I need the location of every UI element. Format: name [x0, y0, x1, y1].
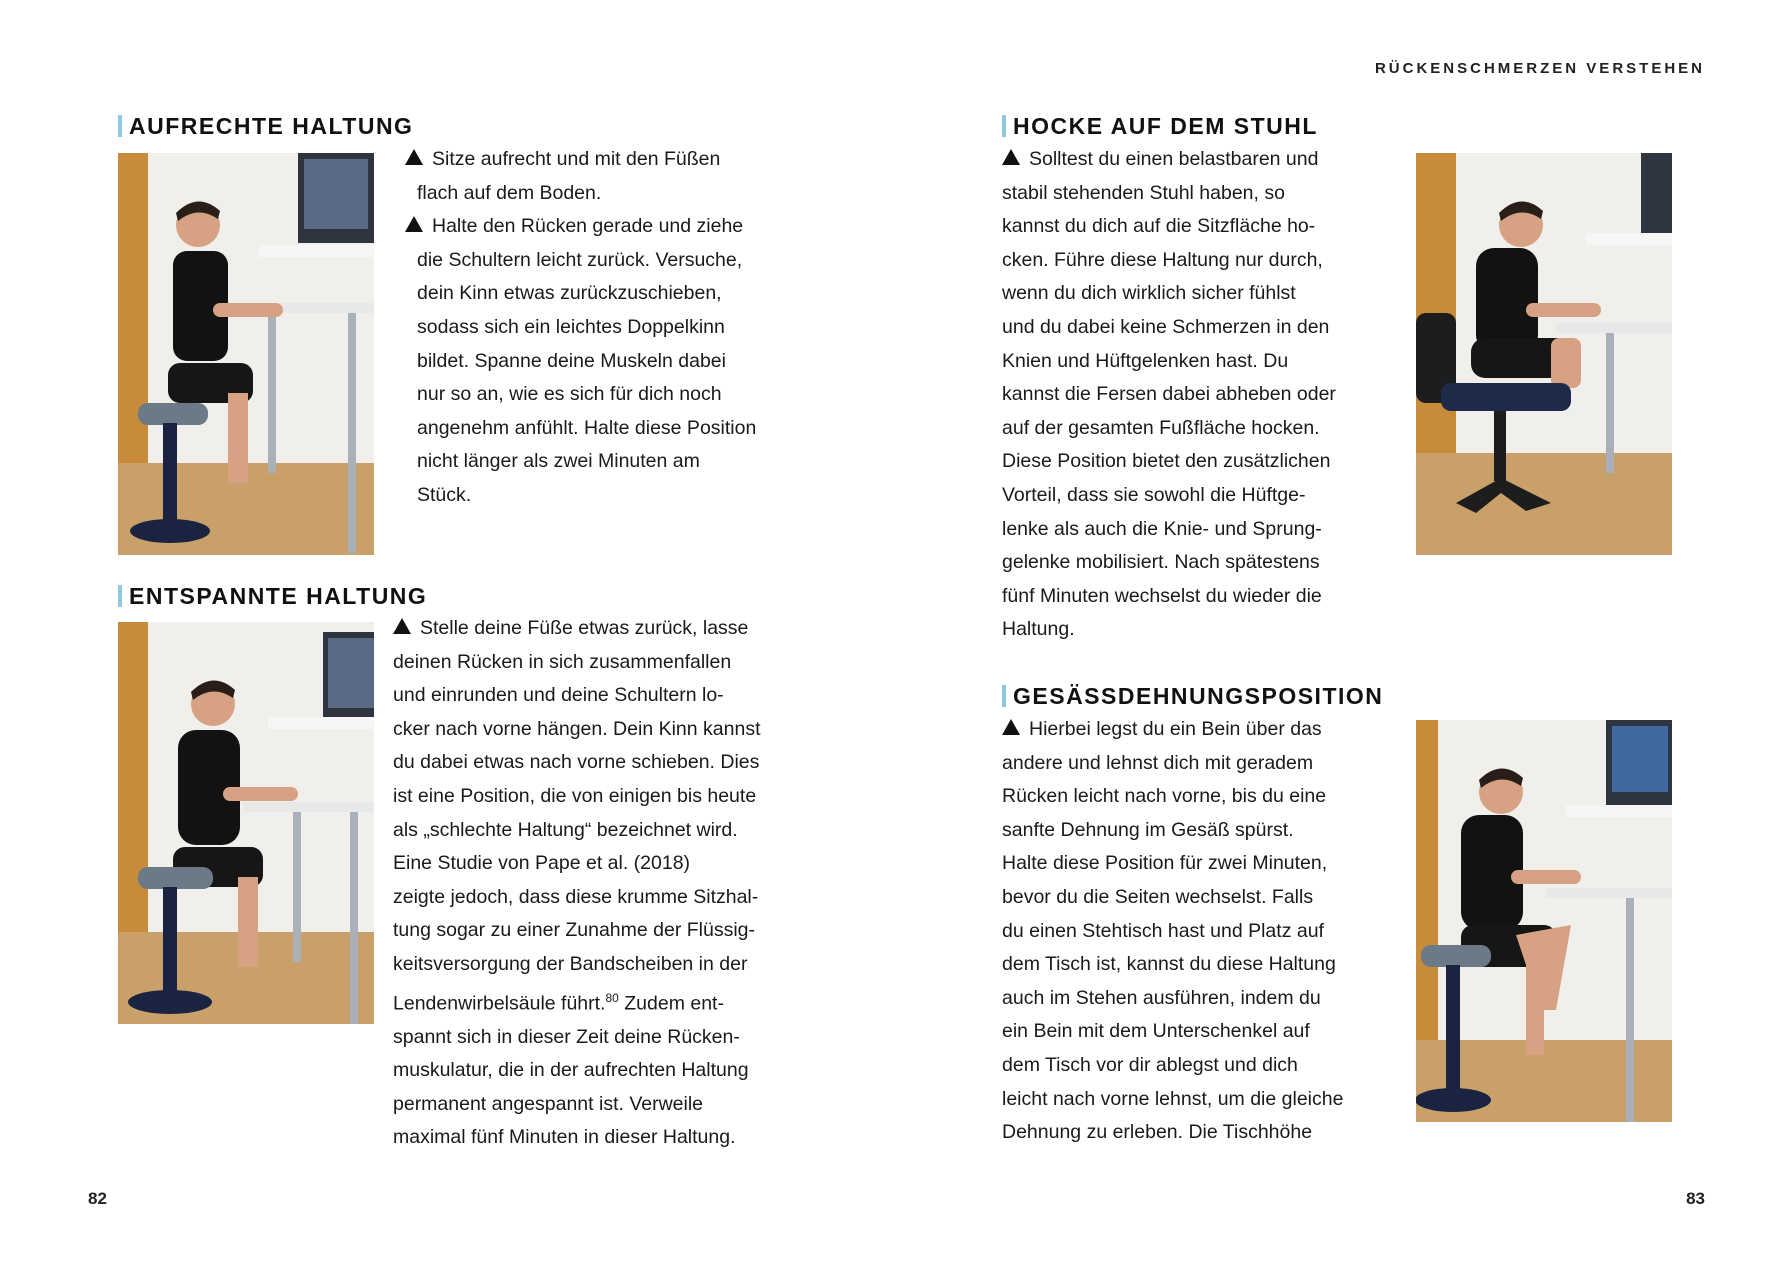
running-head: RÜCKENSCHMERZEN VERSTEHEN [1374, 60, 1705, 77]
section-heading-hocke [1002, 113, 1318, 140]
text-block-entspannt [393, 612, 760, 1155]
text-line: keitsversorgung der Bandscheiben in der [393, 952, 748, 975]
text-line: wenn du dich wirklich sicher fühlst [1002, 282, 1296, 305]
text-line: stabil stehenden Stuhl haben, so [1002, 181, 1285, 204]
heading-text: ENTSPANNTE HALTUNG [129, 583, 428, 609]
text-line: nur so an, wie es sich für dich noch [417, 383, 722, 406]
text-line: dein Kinn etwas zurückzuschieben, [417, 282, 722, 305]
text-line: fünf Minuten wechselst du wieder die [1002, 584, 1322, 607]
text-line: lenke als auch die Knie- und Sprung- [1002, 517, 1322, 540]
text-line: Haltung. [1002, 618, 1075, 641]
text-line: maximal fünf Minuten in dieser Haltung. [393, 1126, 736, 1149]
page-number-left: 82 [88, 1189, 107, 1208]
text-line: dem Tisch vor dir ablegst und dich [1002, 1053, 1298, 1076]
text-line: bevor du die Seiten wechselst. Falls [1002, 885, 1314, 908]
heading-accent-bar [1002, 685, 1006, 707]
text-line: Dehnung zu erleben. Die Tischhöhe [1002, 1121, 1313, 1144]
heading-text: HOCKE AUF DEM STUHL [1013, 113, 1318, 139]
text-line: permanent angespannt ist. Verweile [393, 1092, 704, 1115]
text-line: nicht länger als zwei Minuten am [417, 450, 700, 473]
text-line: Halte den Rücken gerade und ziehe [432, 215, 744, 238]
text-line: Diese Position bietet den zusätzlichen [1002, 450, 1331, 473]
text-line: Zudem ent- [618, 992, 724, 1015]
triangle-bullet-icon [1002, 149, 1020, 165]
text-line: cken. Führe diese Haltung nur durch, [1002, 248, 1323, 271]
text-line: ein Bein mit dem Unterschenkel auf [1002, 1020, 1310, 1043]
bullet-line [393, 612, 760, 646]
text-line: gelenke mobilisiert. Nach spätestens [1002, 551, 1320, 574]
text-line: die Schultern leicht zurück. Versuche, [417, 248, 743, 271]
text-line: auf der gesamten Fußfläche hocken. [1002, 416, 1320, 439]
text-block-gesaess [1002, 713, 1343, 1150]
text-line: kannst die Fersen dabei abheben oder [1002, 383, 1336, 406]
text-line: als „schlechte Haltung“ bezeichnet wird. [393, 818, 738, 841]
triangle-bullet-icon [393, 618, 411, 634]
text-line: Knien und Hüftgelenken hast. Du [1002, 349, 1289, 372]
text-line: Rücken leicht nach vorne, bis du eine [1002, 785, 1327, 808]
text-line: sanfte Dehnung im Gesäß spürst. [1002, 818, 1294, 841]
text-line: Stück. [417, 483, 472, 506]
text-line: flach auf dem Boden. [417, 181, 602, 204]
triangle-bullet-icon [405, 216, 423, 232]
text-line: zeigte jedoch, dass diese krumme Sitzhal- [393, 885, 759, 908]
photo-squat-illustration [1416, 153, 1672, 555]
text-line: ist eine Position, die von einigen bis heute [393, 784, 757, 807]
heading-text: AUFRECHTE HALTUNG [129, 113, 414, 139]
text-block-aufrecht [405, 143, 756, 513]
triangle-bullet-icon [405, 149, 423, 165]
text-line: kannst du dich auf die Sitzfläche ho- [1002, 215, 1316, 238]
text-line: deinen Rücken in sich zusammenfallen [393, 650, 732, 673]
section-heading-gesaess [1002, 683, 1383, 710]
text-line: und einrunden und deine Schultern lo- [393, 684, 724, 707]
page-number-right: 83 [1686, 1189, 1705, 1208]
text-line: angenehm anfühlt. Halte diese Position [417, 416, 757, 439]
text-line: Hierbei legst du ein Bein über das [1029, 718, 1322, 740]
bullet-line [405, 210, 756, 244]
photo-glute-stretch [1416, 720, 1672, 1122]
photo-upright-posture [118, 153, 374, 555]
photo-squat-on-chair [1416, 153, 1672, 555]
heading-accent-bar [1002, 115, 1006, 137]
text-line: Lendenwirbelsäule führt. [393, 992, 606, 1015]
text-line: und du dabei keine Schmerzen in den [1002, 315, 1330, 338]
footnote-reference: 80 [605, 990, 619, 1005]
text-line: dem Tisch ist, kannst du diese Haltung [1002, 953, 1336, 976]
section-heading-entspannt [118, 583, 427, 610]
heading-text: GESÄSSDEHNUNGSPOSITION [1013, 683, 1384, 709]
text-line: auch im Stehen ausführen, indem du [1002, 986, 1321, 1009]
text-line: leicht nach vorne lehnst, um die gleiche [1002, 1087, 1344, 1110]
text-line: muskulatur, die in der aufrechten Haltung [393, 1059, 749, 1082]
bullet-line [1002, 713, 1343, 747]
triangle-bullet-icon [1002, 719, 1020, 735]
heading-accent-bar [118, 585, 122, 607]
text-line: Eine Studie von Pape et al. (2018) [393, 852, 691, 875]
section-heading-aufrecht [118, 113, 413, 140]
photo-relaxed-posture [118, 622, 374, 1024]
text-line: Stelle deine Füße etwas zurück, lasse [420, 617, 749, 639]
text-line: spannt sich in dieser Zeit deine Rücken- [393, 1025, 740, 1048]
text-line: du einen Stehtisch hast und Platz auf [1002, 919, 1324, 942]
photo-glute-stretch-illustration [1416, 720, 1672, 1122]
photo-upright-illustration [118, 153, 374, 555]
text-line: cker nach vorne hängen. Dein Kinn kannst [393, 717, 761, 740]
bullet-line [405, 143, 756, 177]
heading-accent-bar [118, 115, 122, 137]
text-line-with-footnote [393, 982, 760, 1021]
text-line: Solltest du einen belastbaren und [1029, 148, 1319, 170]
text-line: sodass sich ein leichtes Doppelkinn [417, 315, 725, 338]
text-line: Sitze aufrecht und mit den Füßen [432, 148, 721, 170]
text-line: andere und lehnst dich mit geradem [1002, 751, 1314, 774]
text-line: Halte diese Position für zwei Minuten, [1002, 852, 1328, 875]
photo-relaxed-illustration [118, 622, 374, 1024]
bullet-line [1002, 143, 1336, 177]
text-line: bildet. Spanne deine Muskeln dabei [417, 349, 726, 372]
text-block-hocke [1002, 143, 1336, 647]
text-line: Vorteil, dass sie sowohl die Hüftge- [1002, 483, 1306, 506]
text-line: du dabei etwas nach vorne schieben. Dies [393, 751, 760, 774]
text-line: tung sogar zu einer Zunahme der Flüssig- [393, 919, 756, 942]
